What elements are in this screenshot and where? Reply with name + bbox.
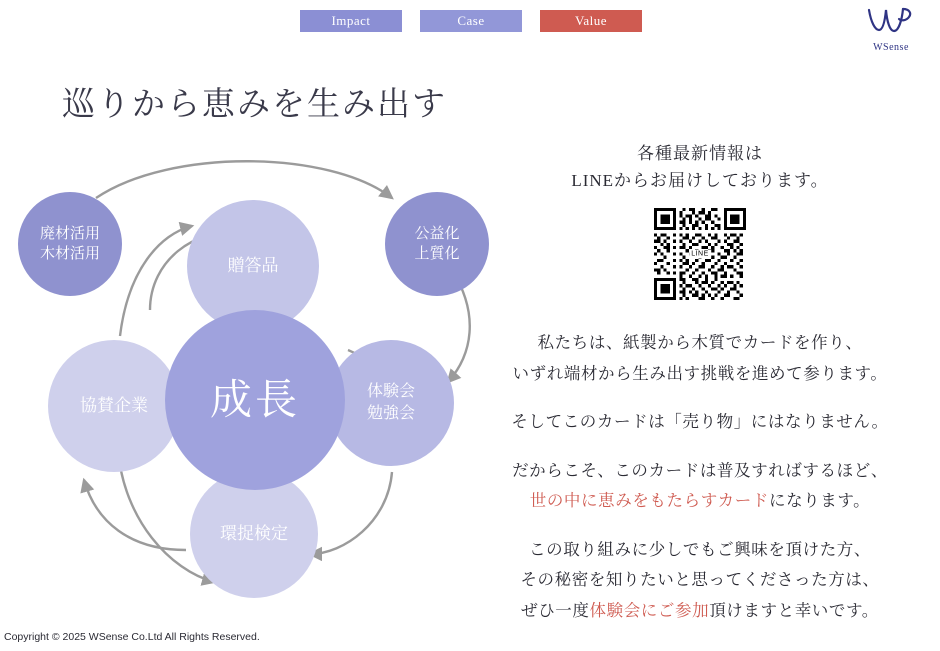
bubble-seichou-label: 成長 <box>209 375 300 423</box>
bubble-haizai-line2: 木材活用 <box>39 245 100 262</box>
top-nav <box>300 10 642 32</box>
wsense-monogram-icon <box>865 6 917 36</box>
p1-line1: 私たちは、紙製から木質でカードを作り、 <box>537 333 863 353</box>
line-heading-line2: LINEからお届けしております。 <box>571 171 829 191</box>
paragraph-2 <box>470 407 930 438</box>
p4-line1: この取り組みに少しでもご興味を頂けた方、 <box>529 539 871 559</box>
p1-line2: いずれ端材から生み出す挑戦を進めて参ります。 <box>512 363 888 383</box>
paragraph-4 <box>470 535 930 627</box>
nav-button-value[interactable]: Value <box>540 10 642 32</box>
brand-logo[interactable] <box>856 6 926 53</box>
bubble-seichou <box>165 310 345 490</box>
p4-line3-post: 頂けますと幸いです。 <box>709 600 879 620</box>
bubble-zoutouhin-label: 贈答品 <box>227 255 279 275</box>
nav-button-impact[interactable]: Impact <box>300 10 402 32</box>
p4-line2: その秘密を知りたいと思ってくださった方は、 <box>520 570 880 590</box>
bubble-taikenkai-line1: 体験会 <box>366 383 415 401</box>
bubble-haizai <box>18 192 122 296</box>
nav-button-case[interactable]: Case <box>420 10 522 32</box>
bubble-kantei-label: 環捉検定 <box>220 523 288 543</box>
right-content <box>470 140 930 627</box>
qr-code-wrap <box>470 208 930 300</box>
page-title: 巡りから恵みを生み出す <box>62 87 447 123</box>
bubble-kyousan <box>48 340 180 472</box>
body-copy <box>470 328 930 626</box>
copyright-footer: Copyright © 2025 WSense Co.Ltd All Rights Reserved. <box>4 631 260 643</box>
bubble-taikenkai <box>328 340 454 466</box>
bubble-kouekika-line2: 上質化 <box>414 245 460 262</box>
bubble-kyousan-label: 協賛企業 <box>80 395 148 415</box>
growth-cycle-diagram <box>0 150 480 620</box>
qr-center-label: LINE <box>691 250 709 258</box>
logo-text: WSense <box>873 42 909 53</box>
bubble-taikenkai-line2: 勉強会 <box>366 405 415 422</box>
paragraph-3 <box>470 456 930 517</box>
logo-mark-icon <box>856 6 926 40</box>
p3-line2-rest: になります。 <box>768 491 871 511</box>
p2-line1: そしてこのカードは「売り物」にはなりません。 <box>511 412 889 432</box>
qr-code[interactable] <box>654 208 746 300</box>
paragraph-1 <box>470 328 930 389</box>
line-heading-line1: 各種最新情報は <box>637 144 763 163</box>
p3-line1: だからこそ、このカードは普及すればするほど、 <box>512 460 888 480</box>
p3-line2-accent: 世の中に恵みをもたらすカード <box>529 491 769 511</box>
line-heading <box>470 140 930 194</box>
p4-line3-pre: ぜひ一度 <box>521 600 590 620</box>
p4-line3-accent: 体験会にご参加 <box>589 600 710 620</box>
bubble-kouekika-line1: 公益化 <box>414 224 460 242</box>
bubble-haizai-line1: 廃材活用 <box>39 224 100 242</box>
